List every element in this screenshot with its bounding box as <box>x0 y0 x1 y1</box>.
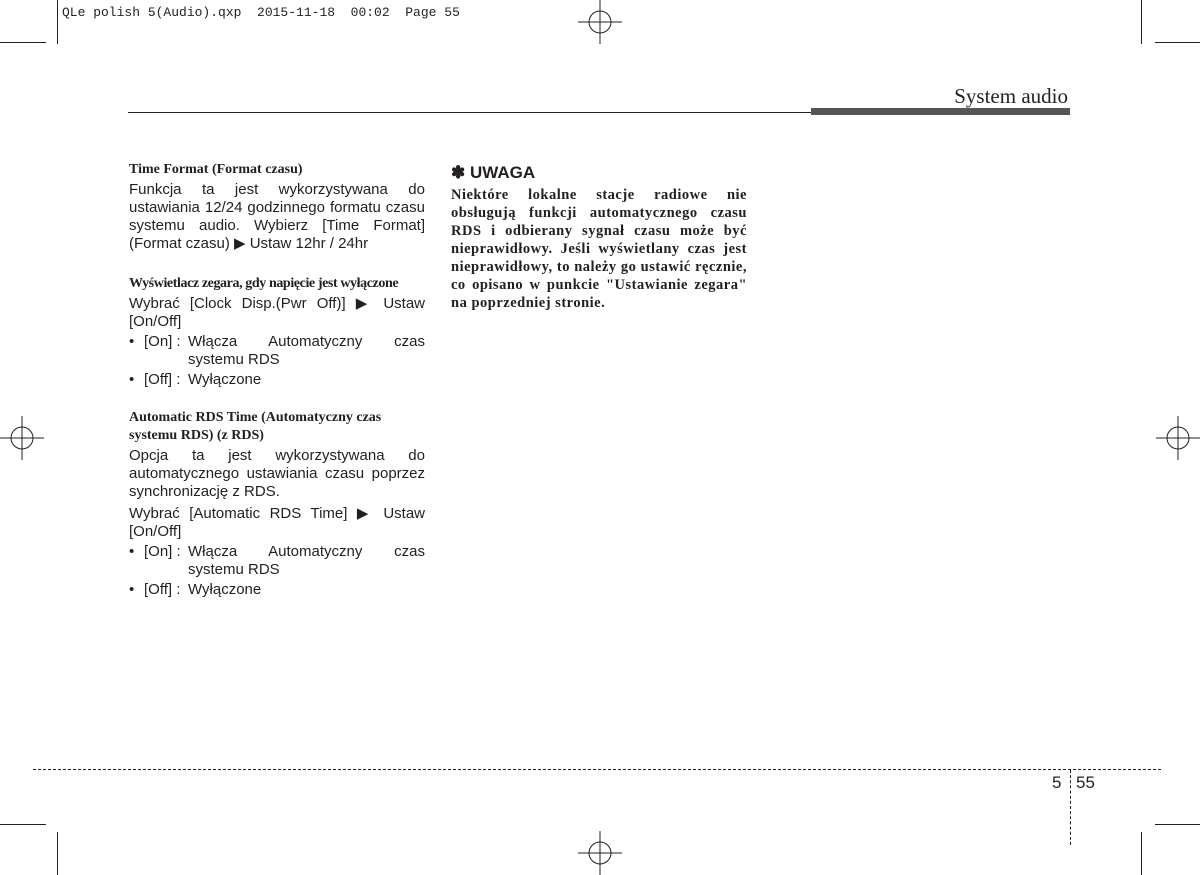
bullet-key: [On] : <box>144 543 181 560</box>
chapter-number: 5 <box>1052 773 1062 792</box>
header-rule-accent <box>811 108 1070 115</box>
left-column <box>129 161 425 599</box>
bullet-desc: Wyłączone <box>188 371 262 388</box>
bullet-item <box>129 543 425 579</box>
crop-mark-bl-v <box>57 832 58 875</box>
crosshair-icon <box>578 0 622 44</box>
crop-mark-tr-v <box>1141 0 1142 44</box>
page-number: 55 <box>1076 773 1095 792</box>
section-heading: Time Format (Format czasu) <box>129 162 303 177</box>
section-body: Wybrać [Clock Disp.(Pwr Off)] ▶ Ustaw [On/Off] <box>129 295 425 330</box>
footer-dashed-divider <box>1070 770 1071 845</box>
bullet-glyph: • <box>129 371 135 388</box>
note-heading: ✽ UWAGA <box>451 163 536 182</box>
bullet-key: [Off] : <box>144 371 181 388</box>
bullet-key: [On] : <box>144 333 181 350</box>
crop-mark-tl-h <box>0 42 46 43</box>
crosshair-icon <box>578 831 622 875</box>
print-slug: QLe polish 5(Audio).qxp 2015-11-18 00:02 Page 55 <box>62 5 460 20</box>
bullet-desc: Włącza Automatyczny czas systemu RDS <box>188 543 425 578</box>
running-header-title: System audio <box>954 84 1068 108</box>
note-box <box>451 163 747 312</box>
crop-mark-bl-h <box>0 824 46 825</box>
section-body: Wybrać [Automatic RDS Time] ▶ Ustaw [On/Off] <box>129 505 425 540</box>
crop-mark-br-v <box>1141 832 1142 875</box>
section-heading: Wyświetlacz zegara, gdy napięcie jest wyłączone <box>129 276 399 291</box>
bullet-glyph: • <box>129 333 135 350</box>
section-rds-time <box>129 409 425 599</box>
bullet-key: [Off] : <box>144 581 181 598</box>
section-time-format <box>129 161 425 253</box>
bullet-glyph: • <box>129 581 135 598</box>
crosshair-icon <box>1156 416 1200 460</box>
crop-mark-tl-v <box>57 0 58 44</box>
section-clock-display <box>129 275 425 389</box>
note-body: Niektóre lokalne stacje radiowe nie obsługują funkcji automatycznego czasu RDS i odbierany sygnał czasu może być nieprawidłowy. Jeśli wyświetlany czas jest nieprawidłowy, to należy go ustawić ręcznie, co opisano w punkcie "Ustawianie zegara" na poprzedniej stronie. <box>451 187 747 311</box>
crop-mark-br-h <box>1155 824 1200 825</box>
footer-dashed-rule <box>33 769 1161 770</box>
bullet-desc: Wyłączone <box>188 581 262 598</box>
section-body: Opcja ta jest wykorzystywana do automatycznego ustawiania czasu poprzez synchronizację z RDS. <box>129 447 425 500</box>
header-rule <box>128 112 811 113</box>
bullet-item <box>129 371 425 389</box>
bullet-item <box>129 581 425 599</box>
crosshair-icon <box>0 416 44 460</box>
section-heading: Automatic RDS Time (Automatyczny czas systemu RDS) (z RDS) <box>129 410 382 443</box>
bullet-glyph: • <box>129 543 135 560</box>
bullet-desc: Włącza Automatyczny czas systemu RDS <box>188 333 425 368</box>
bullet-item <box>129 333 425 369</box>
section-body: Funkcja ta jest wykorzystywana do ustawiania 12/24 godzinnego formatu czasu systemu audio. Wybierz [Time Format] (Format czasu) ▶ Ustaw 12hr / 24hr <box>129 181 425 252</box>
crop-mark-tr-h <box>1155 42 1200 43</box>
